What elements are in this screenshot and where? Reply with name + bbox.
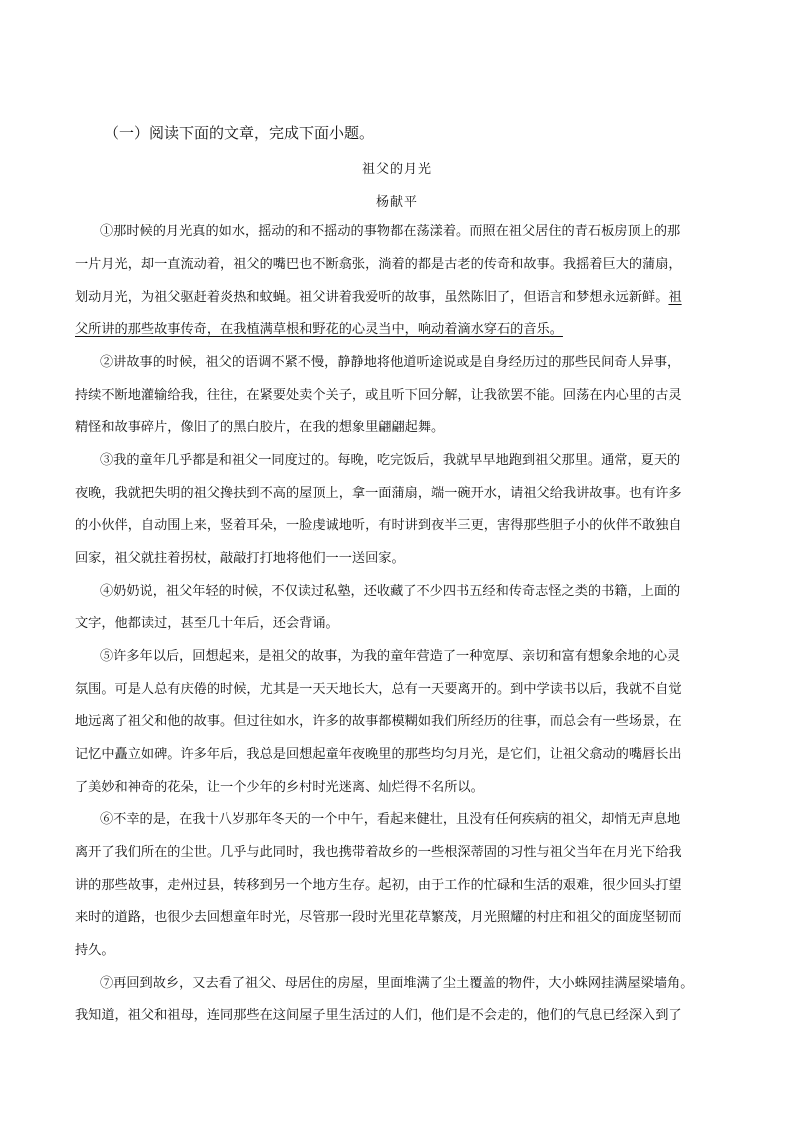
section-heading: （一）阅读下面的文章，完成下面小题。 (104, 124, 375, 142)
paragraph-line: 回家，祖父就拄着拐杖，敲敲打打地将他们一一送回家。 (75, 551, 405, 566)
paragraph-line: 了美妙和神奇的花朵，让一个少年的乡村时光迷离、灿烂得不名所以。 (75, 780, 484, 795)
paragraph-line: 持久。 (75, 943, 115, 958)
paragraph-line: 记忆中矗立如碑。许多年后，我总是回想起童年夜晚里的那些均匀月光，是它们，让祖父翕动的嘴唇长出 (75, 747, 682, 762)
article-title: 祖父的月光 (361, 162, 432, 177)
paragraph-line: 的小伙伴，自动围上来，竖着耳朵，一脸虔诚地听，有时讲到夜半三更，害得那些胆子小的伙伴不敢独自 (75, 518, 682, 533)
underlined-line: 父所讲的那些故事传奇，在我植满草根和野花的心灵当中，响动着滴水穿石的音乐。 (75, 322, 563, 337)
underlined-text: 祖 (668, 290, 682, 305)
paragraph-line: 讲的那些故事，走州过县，转移到另一个地方生存。起初，由于工作的忙碌和生活的艰难，很少回头打望 (75, 878, 682, 893)
paragraph-line: 我知道，祖父和祖母，连同那些在这间屋子里生活过的人们，他们是不会走的，他们的气息已经深入到了 (75, 1008, 682, 1023)
paragraph-line (75, 286, 723, 305)
paragraph-line: 一片月光，却一直流动着，祖父的嘴巴也不断翕张，淌着的都是古老的传奇和故事。我摇着巨大的蒲扇， (75, 257, 682, 272)
paragraph-line: 地远离了祖父和他的故事。但过往如水，许多的故事都模糊如我们所经历的往事，而总会有一些场景，在 (75, 714, 682, 729)
paragraph-line: 来时的道路，也很少去回想童年时光，尽管那一段时光里花草繁茂，月光照耀的村庄和祖父的面庞坚韧而 (75, 910, 682, 925)
paragraph-line: 文字，他都读过，甚至几十年后，还会背诵。 (75, 616, 339, 631)
paragraph-line: ⑤许多年以后，回想起来，是祖父的故事，为我的童年营造了一种宽厚、亲切和富有想象余地的心灵 (100, 649, 681, 664)
paragraph-line: ⑥不幸的是，在我十八岁那年冬天的一个中午，看起来健壮，且没有任何疾病的祖父，却悄无声息地 (100, 812, 681, 827)
paragraph-line: ②讲故事的时候，祖父的语调不紧不慢，静静地将他道听途说或是自身经历过的那些民间奇人异事， (100, 355, 681, 370)
article-author: 杨献平 (375, 195, 418, 210)
paragraph-line: ①那时候的月光真的如水，摇动的和不摇动的事物都在荡漾着。而照在祖父居住的青石板房顶上的那 (100, 224, 681, 239)
paragraph-line: 氛围。可是人总有庆倦的时候，尤其是一天天地长大，总有一天要离开的。到中学读书以后，我就不自觉 (75, 682, 682, 697)
paragraph-line: ⑦再回到故乡，又去看了祖父、母居住的房屋，里面堆满了尘土覆盖的物件，大小蛛网挂满屋梁墙角。 (100, 976, 694, 991)
paragraph-line: ③我的童年几乎都是和祖父一同度过的。每晚，吃完饭后，我就早早地跑到祖父那里。通常，夏天的 (100, 453, 681, 468)
paragraph-line: 离开了我们所在的尘世。几乎与此同时，我也携带着故乡的一些根深蒂固的习性与祖父当年在月光下给我 (75, 845, 682, 860)
paragraph-line: 精怪和故事碎片，像旧了的黑白胶片，在我的想象里翩翩起舞。 (75, 420, 445, 435)
paragraph-line: ④奶奶说，祖父年轻的时候，不仅读过私塾，还收藏了不少四书五经和传奇志怪之类的书籍，上面的 (100, 584, 681, 599)
paragraph-line-text: 划动月光，为祖父驱赶着炎热和蚊蝇。祖父讲着我爱听的故事，虽然陈旧了，但语言和梦想永远新鲜。 (75, 290, 669, 305)
paragraph-line: 持续不断地灌输给我，往往，在紧要处卖个关子，或且听下回分解，让我欲罢不能。回荡在内心里的古灵 (75, 388, 682, 403)
paragraph-line: 夜晚，我就把失明的祖父搀扶到不高的屋顶上，拿一面蒲扇，端一碗开水，请祖父给我讲故事。也有许多 (75, 486, 682, 501)
